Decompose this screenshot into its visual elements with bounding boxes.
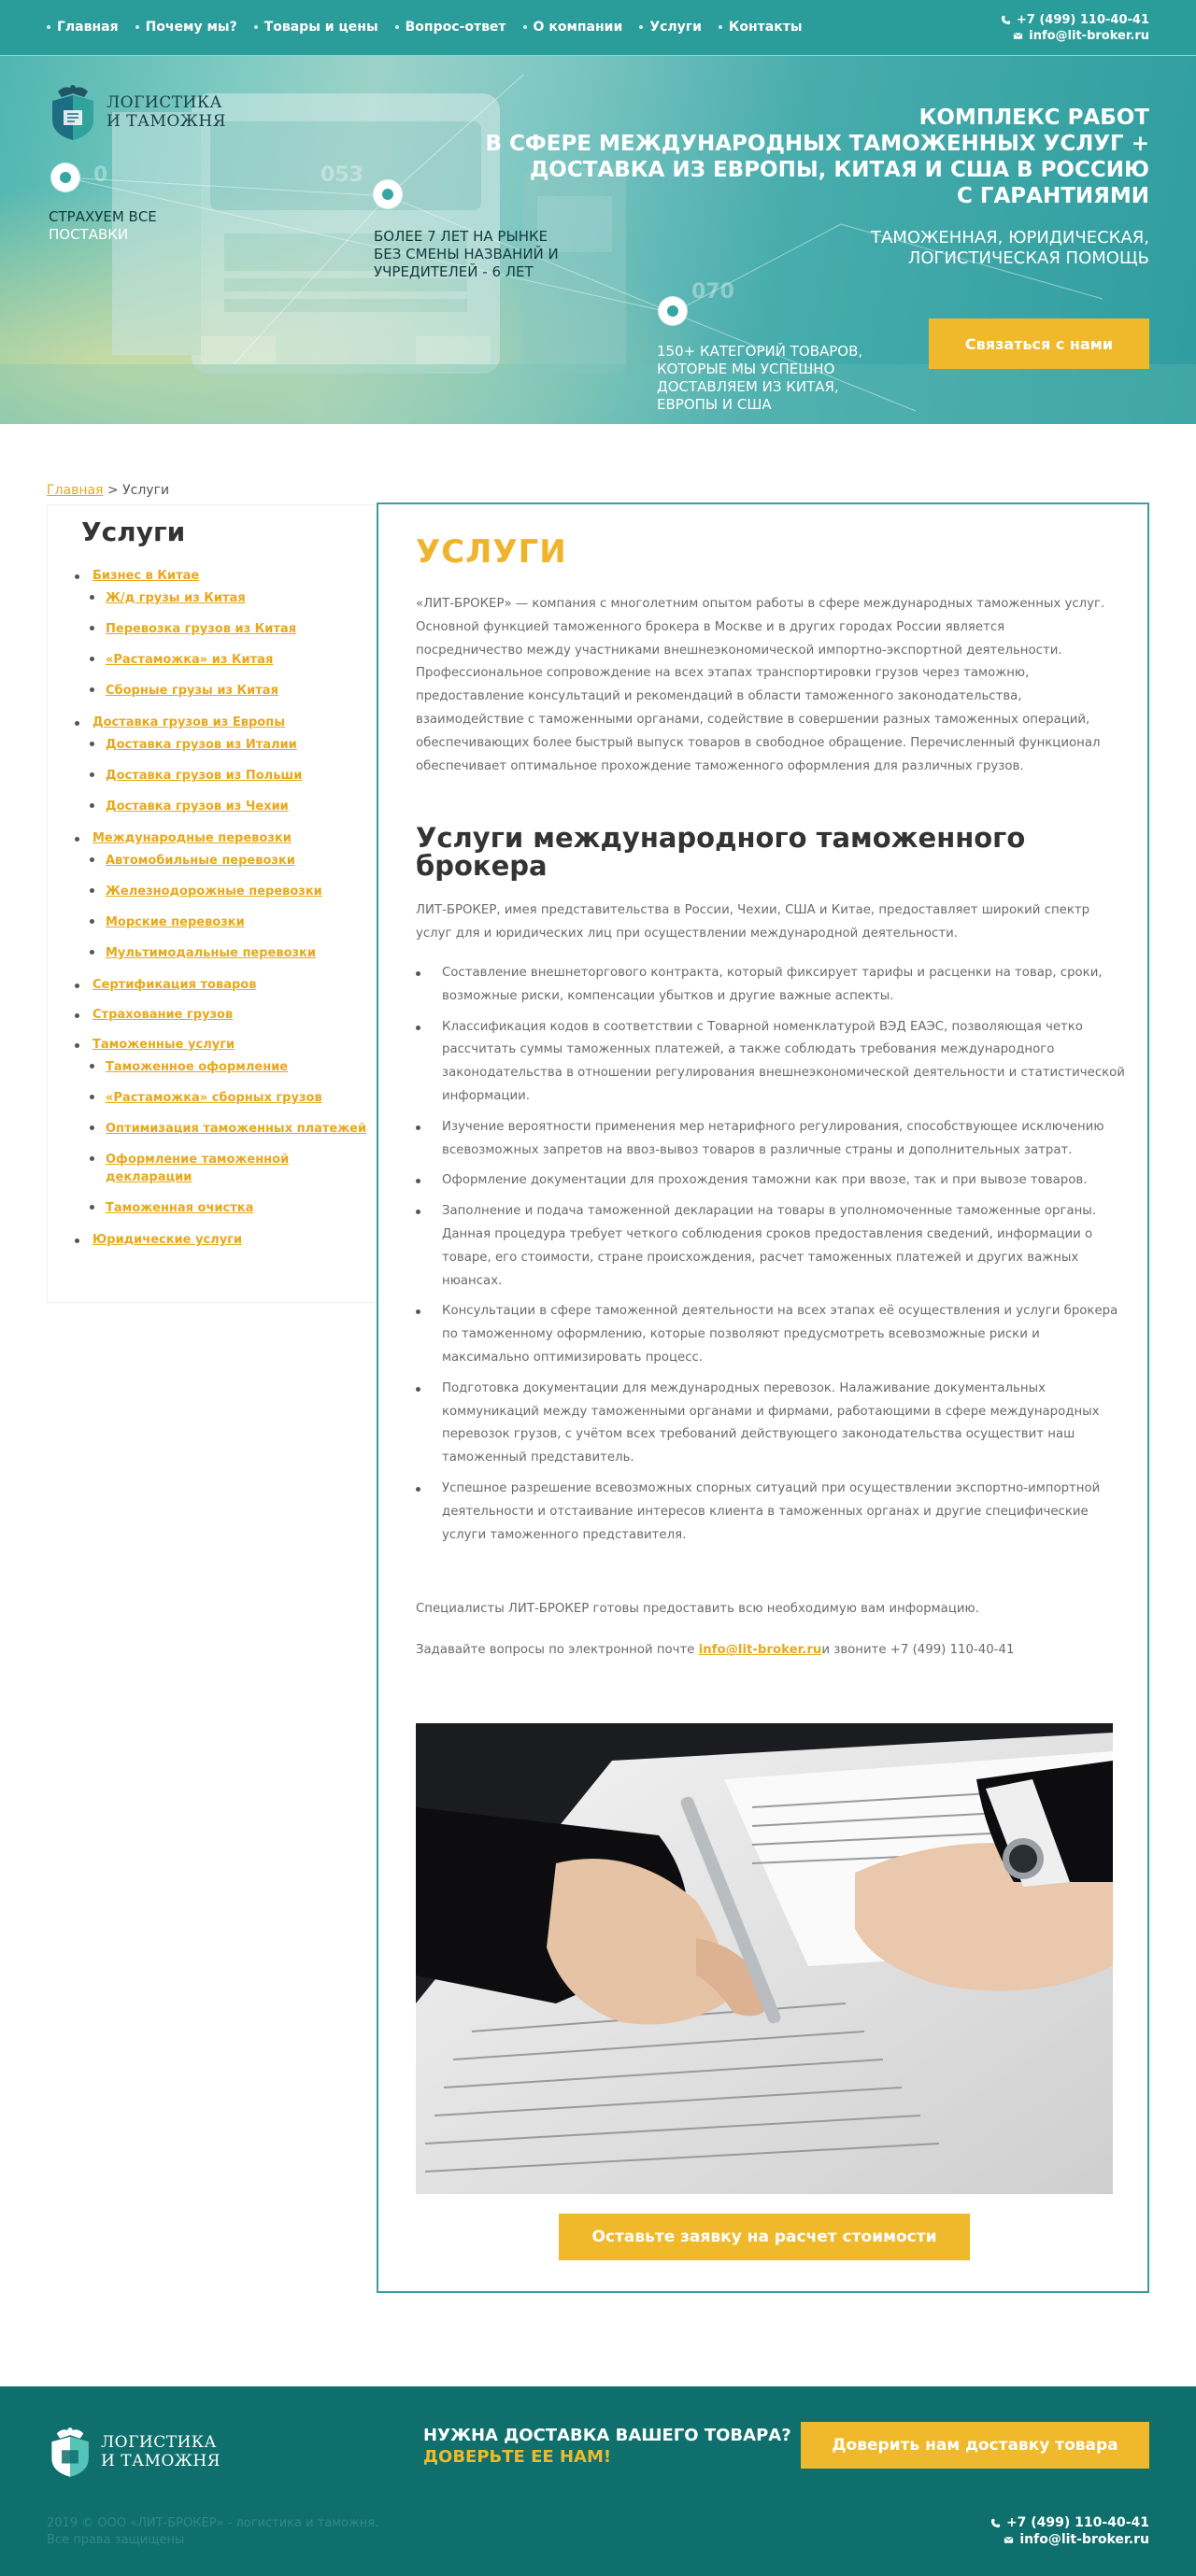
footer-logo[interactable] <box>47 2424 221 2480</box>
site-logo[interactable] <box>47 82 226 142</box>
list-item: Оформление документации для прохождения таможни как при ввозе, так и при вывозе товаров. <box>429 1169 1126 1193</box>
hero-title-line: В СФЕРЕ МЕЖДУНАРОДНЫХ ТАМОЖЕННЫХ УСЛУГ + <box>485 132 1149 156</box>
footer-email[interactable]: info@lit-broker.ru <box>1019 2532 1149 2547</box>
sidebar-subitem[interactable]: Доставка грузов из Италии <box>66 736 384 754</box>
ghost-number: 053 <box>320 163 363 187</box>
fact-line: БЕЗ СМЕНЫ НАЗВАНИЙ И <box>374 246 559 262</box>
nav-goods-prices[interactable]: Товары и цены <box>254 20 378 35</box>
sidebar-subitem[interactable]: Перевозка грузов из Китая <box>66 620 384 638</box>
sidebar-subitem[interactable]: Сборные грузы из Китая <box>66 682 384 700</box>
fact-line: УЧРЕДИТЕЛЕЙ - 6 ЛЕТ <box>374 263 534 280</box>
main-nav <box>47 20 803 35</box>
logo-line1: ЛОГИСТИКА <box>107 93 222 112</box>
sidebar-item-customs[interactable]: Таможенные услуги <box>66 1038 384 1052</box>
content-email-link[interactable]: info@lit-broker.ru <box>698 1643 822 1657</box>
sidebar-subitem[interactable]: «Растаможка» сборных грузов <box>66 1089 384 1107</box>
lead-paragraph: ЛИТ-БРОКЕР, имея представительства в России, Чехии, США и Китае, предоставляет широкий спектр услуг для и юридических лиц при осуществлении международной деятельности. <box>416 903 1090 941</box>
sidebar-subitem[interactable]: Железнодорожные перевозки <box>66 883 384 900</box>
closing-paragraph: Специалисты ЛИТ-БРОКЕР готовы предоставить всю необходимую вам информацию. <box>416 1602 979 1616</box>
fact-years <box>374 228 559 281</box>
sidebar-menu <box>66 569 384 1247</box>
sidebar-subitem[interactable]: Доставка грузов из Чехии <box>66 798 384 815</box>
copyright <box>47 2515 378 2549</box>
hero-subtitle <box>757 228 1149 269</box>
document-signing-photo <box>416 1723 1113 2194</box>
fact-marker <box>51 163 79 191</box>
contact-text: Задавайте вопросы по электронной почте <box>416 1643 699 1657</box>
hero-title-line: С ГАРАНТИЯМИ <box>956 184 1149 208</box>
footer-phone[interactable]: +7 (499) 110-40-41 <box>1005 2515 1149 2530</box>
sidebar-item-insurance[interactable]: Страхование грузов <box>66 1008 384 1022</box>
fact-line: ЕВРОПЫ И США <box>657 396 772 413</box>
logo-line1: ЛОГИСТИКА <box>101 2433 217 2452</box>
sidebar-subitem[interactable]: Доставка грузов из Польши <box>66 767 384 785</box>
list-item: Классификация кодов в соответствии с Товарной номенклатурой ВЭД ЕАЭС, позволяющая четко рассчитать суммы таможенных платежей, а также соблюдать требования международного законодательства в отношении регулирования внешнеэкономической деятельности и статистической информации. <box>429 1016 1126 1109</box>
sidebar-subitem[interactable]: Ж/д грузы из Китая <box>66 589 384 607</box>
hero-title-line: ДОСТАВКА ИЗ ЕВРОПЫ, КИТАЯ И США В РОССИЮ <box>529 158 1149 182</box>
trust-delivery-button[interactable]: Доверить нам доставку товара <box>801 2422 1149 2469</box>
footer-tagline: ДОВЕРЬТЕ ЕЕ НАМ! <box>423 2447 612 2467</box>
copyright-line: 2019 © ООО «ЛИТ-БРОКЕР» - логистика и таможня. <box>47 2516 379 2530</box>
nav-faq[interactable]: Вопрос-ответ <box>395 20 506 35</box>
ghost-number: 070 <box>691 280 734 304</box>
list-item: Заполнение и подача таможенной декларации на товары в уполномоченные таможенные органы. Данная процедура требует четкого соблюдения сроков предоставления сведений, информации о товаре, его стоимости, стране происхождения, расчет таможенных платежей и других важных нюансах. <box>429 1200 1126 1293</box>
fact-marker <box>659 297 687 325</box>
contact-us-button[interactable]: Связаться с нами <box>929 318 1149 369</box>
fact-line: КОТОРЫЕ МЫ УСПЕШНО <box>657 361 835 377</box>
request-quote-button[interactable]: Оставьте заявку на расчет стоимости <box>559 2214 970 2260</box>
sidebar-subitem[interactable]: Оптимизация таможенных платежей <box>66 1120 384 1138</box>
fact-categories <box>657 343 862 414</box>
eagle-shield-icon <box>47 2424 93 2480</box>
hero-title-line: КОМПЛЕКС РАБОТ <box>918 106 1149 130</box>
phone-icon <box>990 2518 1001 2528</box>
intro-paragraph: «ЛИТ-БРОКЕР» — компания с многолетним опытом работы в сфере международных таможенных услуг. Основной функцией таможенного брокера в Москве и в других городах России является посредничество между участниками внешнеэкономической импортно-экспортной деятельности. Профессиональное сопровождение на всех этапах транспортировки грузов через таможню, предоставление консультаций и рекомендаций в области таможенного законодательства, взаимодействие с таможенными органами, содействие в совершении разных таможенных операций, обеспечивающих более быстрый выпуск товаров в свободное обращение. Перечисленный функционал обеспечивает оптимальное прохождение таможенного оформления для различных грузов. <box>416 597 1105 773</box>
sidebar-subitem[interactable]: «Растаможка» из Китая <box>66 651 384 669</box>
breadcrumb-current: Услуги <box>122 483 170 498</box>
phone-icon <box>1001 15 1011 25</box>
list-item: Составление внешнеторгового контракта, который фиксирует тарифы и расценки на товар, сроки, возможные риски, компенсации убытков и другие важные аспекты. <box>429 962 1126 1009</box>
sidebar-item-certification[interactable]: Сертификация товаров <box>66 978 384 992</box>
mail-icon <box>1013 31 1023 41</box>
fact-line: СТРАХУЕМ ВСЕ <box>49 208 157 225</box>
sidebar-subitem[interactable]: Мультимодальные перевозки <box>66 944 384 962</box>
sidebar-item-china-business[interactable]: Бизнес в Китае <box>66 569 384 583</box>
nav-about[interactable]: О компании <box>523 20 623 35</box>
mail-icon <box>1004 2535 1014 2545</box>
logo-line2: И ТАМОЖНЯ <box>101 2452 221 2470</box>
eagle-shield-icon <box>47 82 99 142</box>
sidebar-subitem[interactable]: Таможенная очистка <box>66 1199 384 1217</box>
logo-line2: И ТАМОЖНЯ <box>107 112 226 131</box>
contact-paragraph <box>416 1639 1114 1663</box>
sidebar-item-europe[interactable]: Доставка грузов из Европы <box>66 715 384 729</box>
header-email[interactable]: info@lit-broker.ru <box>1029 29 1149 43</box>
nav-why-us[interactable]: Почему мы? <box>135 20 237 35</box>
breadcrumb-separator: > <box>103 483 123 498</box>
fact-marker <box>374 180 402 208</box>
breadcrumb-home[interactable]: Главная <box>47 483 104 498</box>
footer-logo-text <box>101 2433 221 2470</box>
sidebar-title: Услуги <box>81 517 186 547</box>
fact-line: ПОСТАВКИ <box>49 226 129 243</box>
sidebar-subitem[interactable]: Морские перевозки <box>66 913 384 931</box>
hero-title <box>477 105 1149 209</box>
sidebar-item-legal[interactable]: Юридические услуги <box>66 1233 384 1247</box>
fact-insurance <box>49 208 157 244</box>
copyright-line: Все права защищены <box>47 2533 185 2547</box>
page-title: УСЛУГИ <box>416 533 567 571</box>
list-item: Успешное разрешение всевозможных спорных ситуаций при осуществлении экспортно-импортной деятельности и отстаивание интересов клиента в таможенных органах и другие специфические услуги таможенного представителя. <box>429 1478 1126 1547</box>
header-contacts <box>1001 12 1149 44</box>
fact-line: ДОСТАВЛЯЕМ ИЗ КИТАЯ, <box>657 378 839 395</box>
section-title: Услуги международного таможенного брокера <box>416 822 1026 882</box>
hero-subtitle-line: ТАМОЖЕННАЯ, ЮРИДИЧЕСКАЯ, <box>871 228 1149 248</box>
sidebar <box>47 504 377 1303</box>
nav-services[interactable]: Услуги <box>639 20 702 35</box>
hero-subtitle-line: ЛОГИСТИЧЕСКАЯ ПОМОЩЬ <box>907 248 1149 268</box>
logo-text <box>107 93 226 131</box>
top-bar <box>0 0 1196 56</box>
sidebar-subitem[interactable]: Автомобильные перевозки <box>66 852 384 870</box>
signing-illustration <box>416 1723 1113 2194</box>
fact-line: 150+ КАТЕГОРИЙ ТОВАРОВ, <box>657 343 863 360</box>
sidebar-subitem[interactable]: Оформление таможенной декларации <box>66 1151 347 1186</box>
footer-contacts <box>990 2514 1149 2548</box>
fact-line: БОЛЕЕ 7 ЛЕТ НА РЫНКЕ <box>374 228 548 245</box>
sidebar-subitem[interactable]: Таможенное оформление <box>66 1058 384 1076</box>
list-item: Консультации в сфере таможенной деятельности на всех этапах её осуществления и услуги брокера по таможенному оформлению, которые позволяют предусмотреть всевозможные риски и максимально оптимизировать процесс. <box>429 1300 1126 1369</box>
hero-banner <box>0 56 1196 424</box>
nav-contacts[interactable]: Контакты <box>719 20 803 35</box>
footer <box>0 2386 1196 2576</box>
header-phone[interactable]: +7 (499) 110-40-41 <box>1016 13 1149 27</box>
ghost-number: 0 <box>93 163 108 187</box>
footer-question: НУЖНА ДОСТАВКА ВАШЕГО ТОВАРА? <box>423 2426 791 2445</box>
breadcrumb <box>47 483 169 498</box>
contact-text: и звоните +7 (499) 110-40-41 <box>821 1643 1015 1657</box>
list-item: Подготовка документации для международных перевозок. Налаживание документальных коммуникаций между таможенными органами и фирмами, работающими в сфере международных перевозок грузов, с учётом всех требований действующего законодательства осуществит наш таможенный представитель. <box>429 1378 1126 1470</box>
sidebar-item-international[interactable]: Международные перевозки <box>66 831 384 845</box>
nav-home[interactable]: Главная <box>47 20 119 35</box>
services-list <box>429 962 1126 1554</box>
content-box <box>377 502 1149 2293</box>
list-item: Изучение вероятности применения мер нетарифного регулирования, способствующее исключению всевозможных запретов на ввоз-вывоз товаров в различные страны и дополнительных затрат. <box>429 1116 1126 1163</box>
